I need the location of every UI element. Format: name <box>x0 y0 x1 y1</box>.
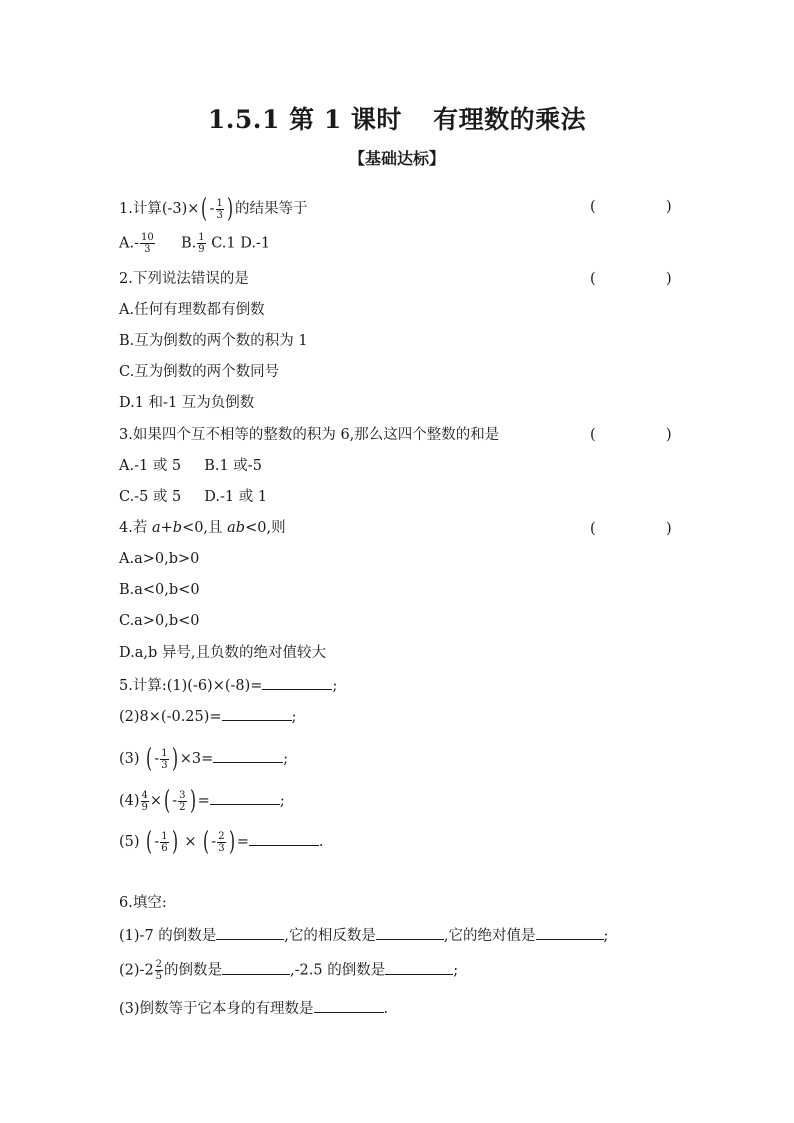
answer-paren-open: ( <box>590 271 596 287</box>
lesson-number: 1.5.1 <box>207 105 280 134</box>
question-2-stem: 2.下列说法错误的是 <box>119 271 249 287</box>
question-5-part-1: 5.计算:(1)(-6)×(-8)= ; <box>119 675 337 696</box>
question-5-part-2: (2)8×(-0.25)= ; <box>119 706 296 727</box>
question-4-stem: 4.若 a+b<0,且 ab<0,则 <box>119 520 286 536</box>
question-4-option-b: B.a<0,b<0 <box>119 582 200 598</box>
answer-paren-open: ( <box>590 199 596 215</box>
answer-paren-close: ) <box>666 199 672 215</box>
lesson-period: 第 1 课时 <box>289 105 402 134</box>
answer-blank[interactable] <box>536 925 604 940</box>
question-5-part-5: (5) ( - $\frac{1}{6}$ ) × ( - $\frac{2}{3}$ ) = . <box>119 827 324 857</box>
question-3-options-cd: C.-5 或 5 D.-1 或 1 <box>119 489 268 505</box>
question-5-part-3: (3) ( - $\frac{1}{3}$ ) ×3= ; <box>119 744 289 774</box>
question-2-option-d: D.1 和-1 互为负倒数 <box>119 395 255 411</box>
answer-blank[interactable] <box>314 998 384 1013</box>
question-4-option-c: C.a>0,b<0 <box>119 613 200 629</box>
answer-blank[interactable] <box>222 706 292 721</box>
answer-blank[interactable] <box>262 675 332 690</box>
answer-blank[interactable] <box>213 748 283 763</box>
question-2-option-b: B.互为倒数的两个数的积为 1 <box>119 333 308 349</box>
question-4-option-d: D.a,b 异号,且负数的绝对值较大 <box>119 645 326 661</box>
question-5-part-4: (4) $\frac{4}{9}$ × ( - $\frac{3}{2}$ ) = ; <box>119 786 285 816</box>
answer-paren-close: ) <box>666 521 672 537</box>
question-4-option-a: A.a>0,b>0 <box>119 551 200 567</box>
page-title <box>0 100 794 136</box>
answer-blank[interactable] <box>249 831 319 846</box>
question-6-stem: 6.填空: <box>119 895 167 911</box>
answer-paren-close: ) <box>666 271 672 287</box>
question-6-part-3: (3)倒数等于它本身的有理数是 . <box>119 998 388 1019</box>
answer-blank[interactable] <box>210 790 280 805</box>
question-6-part-2: (2)-2 $\frac{2}{5}$ 的倒数是 ,-2.5 的倒数是 ; <box>119 959 459 982</box>
answer-paren-open: ( <box>590 427 596 443</box>
section-heading: 【基础达标】 <box>348 149 445 168</box>
answer-blank[interactable] <box>222 960 290 975</box>
answer-blank[interactable] <box>385 960 453 975</box>
question-3-stem: 3.如果四个互不相等的整数的积为 6,那么这四个整数的和是 <box>119 427 500 443</box>
question-2-option-a: A.任何有理数都有倒数 <box>119 302 265 318</box>
question-3-options-ab: A.-1 或 5 B.1 或-5 <box>119 458 262 474</box>
answer-blank[interactable] <box>376 925 444 940</box>
answer-blank[interactable] <box>216 925 284 940</box>
question-6-part-1: (1)-7 的倒数是 ,它的相反数是 ,它的绝对值是 ; <box>119 925 608 946</box>
question-1-stem: 1.计算(-3)× ( - $\frac{1}{3}$ ) 的结果等于 <box>119 194 308 224</box>
lesson-topic: 有理数的乘法 <box>433 105 587 134</box>
question-2-option-c: C.互为倒数的两个数同号 <box>119 364 280 380</box>
answer-paren-close: ) <box>666 427 672 443</box>
question-1-options: A.- $\frac{10}{3}$ B. $\frac{1}{9}$ C.1 D.-1 <box>119 232 271 255</box>
answer-paren-open: ( <box>590 521 596 537</box>
